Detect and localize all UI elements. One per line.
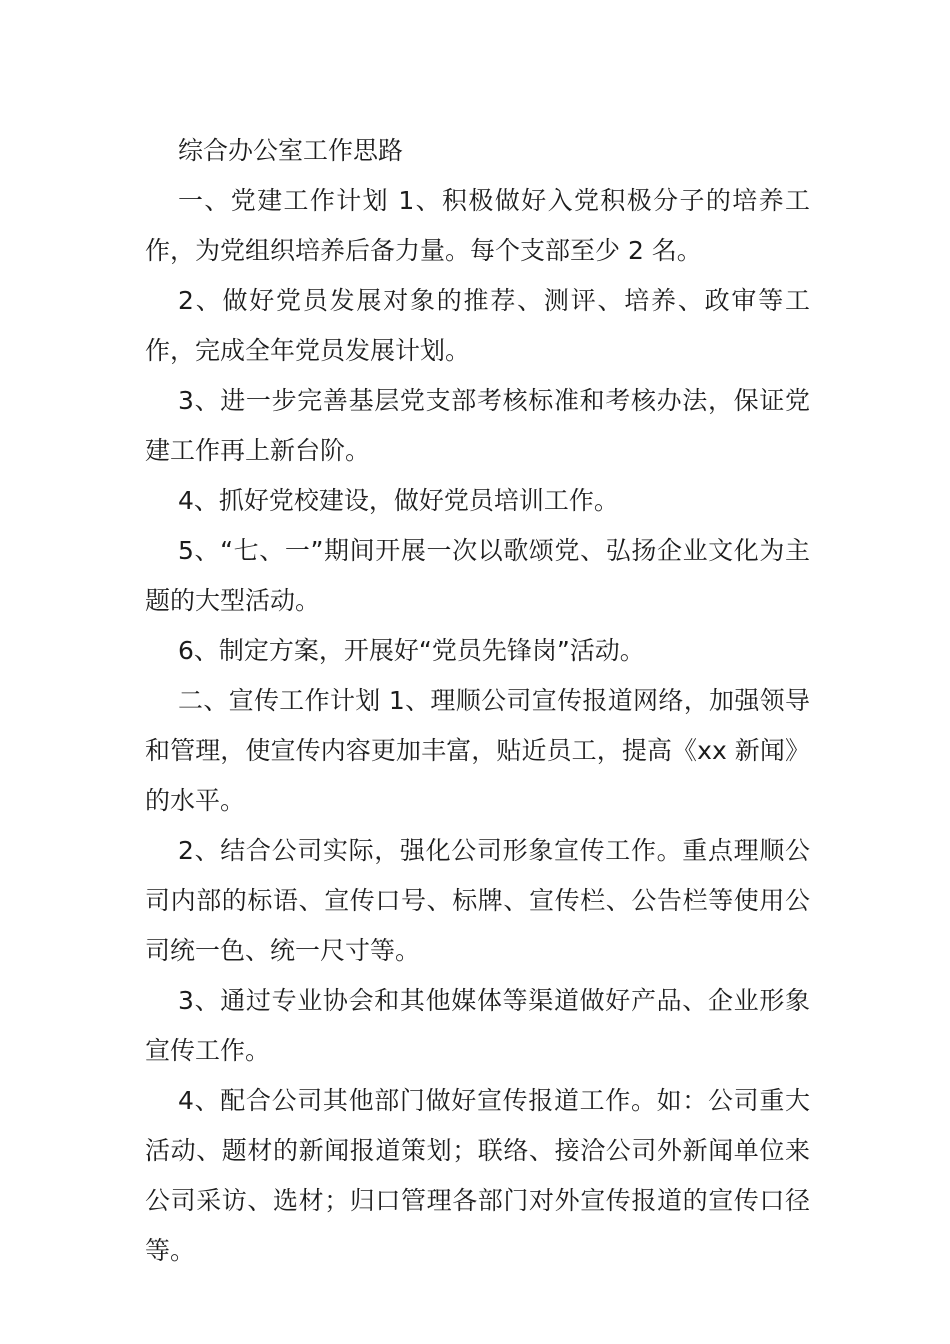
paragraph-publicity-plan-2: 2、结合公司实际，强化公司形象宣传工作。重点理顺公司内部的标语、宣传口号、标牌、宣传栏、公告栏等使用公司统一色、统一尺寸等。 — [145, 836, 810, 965]
paragraph-party-plan-6: 6、制定方案，开展好“党员先锋岗”活动。 — [178, 636, 645, 665]
paragraph-party-plan-5: 5、“七、一”期间开展一次以歌颂党、弘扬企业文化为主题的大型活动。 — [145, 536, 810, 615]
paragraph-publicity-plan-4: 4、配合公司其他部门做好宣传报道工作。如：公司重大活动、题材的新闻报道策划；联络、接洽公司外新闻单位来公司采访、选材；归口管理各部门对外宣传报道的宣传口径等。 — [145, 1086, 810, 1265]
paragraph-party-plan-2: 2、做好党员发展对象的推荐、测评、培养、政审等工作，完成全年党员发展计划。 — [145, 286, 810, 365]
paragraph-party-plan-1: 一、党建工作计划 1、积极做好入党积极分子的培养工作，为党组织培养后备力量。每个支部至少 2 名。 — [145, 186, 810, 265]
paragraph-publicity-plan-1: 二、宣传工作计划 1、理顺公司宣传报道网络，加强领导和管理，使宣传内容更加丰富，贴近员工，提高《xx 新闻》的水平。 — [145, 686, 810, 815]
document-body — [145, 126, 810, 1276]
paragraph-party-plan-3: 3、进一步完善基层党支部考核标准和考核办法，保证党建工作再上新台阶。 — [145, 386, 810, 465]
paragraph-party-plan-4: 4、抓好党校建设，做好党员培训工作。 — [178, 486, 619, 515]
document-title: 综合办公室工作思路 — [178, 136, 404, 165]
paragraph-publicity-plan-3: 3、通过专业协会和其他媒体等渠道做好产品、企业形象宣传工作。 — [145, 986, 810, 1065]
